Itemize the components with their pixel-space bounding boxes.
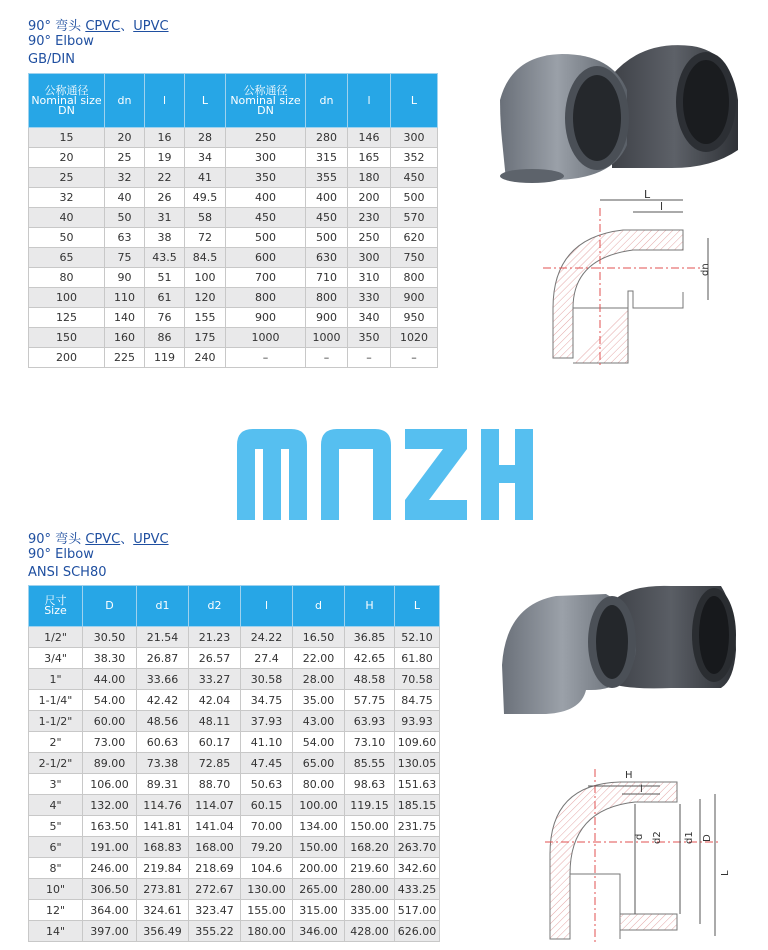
table-cell: 630 — [306, 248, 348, 268]
table-row — [29, 648, 440, 669]
table-cell: 60.15 — [241, 795, 293, 816]
table-row — [29, 753, 440, 774]
dim-label-D: D — [702, 834, 713, 842]
table-cell: 104.6 — [241, 858, 293, 879]
table-cell: 130.05 — [395, 753, 440, 774]
table-row — [29, 228, 438, 248]
table-cell: – — [391, 348, 438, 368]
table-cell: 356.49 — [137, 921, 189, 942]
table-cell: 44.00 — [83, 669, 137, 690]
title-separator: 、 — [120, 532, 134, 547]
table-cell: 200.00 — [293, 858, 345, 879]
table-cell: 50 — [105, 208, 145, 228]
table-cell: 37.93 — [241, 711, 293, 732]
column-header: L — [395, 586, 440, 627]
table-cell: 10" — [29, 879, 83, 900]
table-cell: 219.60 — [345, 858, 395, 879]
table-cell: 48.56 — [137, 711, 189, 732]
gb-din-spec-table — [28, 73, 438, 368]
section1-standard: GB/DIN — [28, 52, 75, 67]
table-cell: 88.70 — [189, 774, 241, 795]
gb-din-elbow-diagram — [538, 188, 718, 373]
table-cell: 517.00 — [395, 900, 440, 921]
table-cell: 155 — [185, 308, 226, 328]
ansi-elbow-diagram — [540, 764, 735, 944]
table-cell: 8" — [29, 858, 83, 879]
table-cell: 900 — [226, 308, 306, 328]
table-cell: 70.00 — [241, 816, 293, 837]
table-cell: 246.00 — [83, 858, 137, 879]
table-cell: 100 — [185, 268, 226, 288]
table-cell: 273.81 — [137, 879, 189, 900]
table-cell: 1000 — [306, 328, 348, 348]
section2-standard: ANSI SCH80 — [28, 565, 107, 580]
table-header-row — [29, 586, 440, 627]
table-row — [29, 732, 440, 753]
table-cell: 73.10 — [345, 732, 395, 753]
table-cell: 47.45 — [241, 753, 293, 774]
table-cell: 79.20 — [241, 837, 293, 858]
table-row — [29, 711, 440, 732]
table-cell: 25 — [105, 148, 145, 168]
table-cell: 300 — [391, 128, 438, 148]
table-cell: 27.4 — [241, 648, 293, 669]
section1-title-cn — [28, 19, 169, 34]
table-cell: 43.5 — [145, 248, 185, 268]
table-cell: 26 — [145, 188, 185, 208]
table-cell: 109.60 — [395, 732, 440, 753]
table-cell: 72 — [185, 228, 226, 248]
table-cell: 49.5 — [185, 188, 226, 208]
table-cell: 130.00 — [241, 879, 293, 900]
table-cell: 315 — [306, 148, 348, 168]
dim-label-d1: d1 — [684, 831, 695, 844]
table-cell: 800 — [391, 268, 438, 288]
table-cell: 750 — [391, 248, 438, 268]
table-cell: 86 — [145, 328, 185, 348]
column-header: d — [293, 586, 345, 627]
column-header: L — [185, 74, 226, 128]
table-cell: 22.00 — [293, 648, 345, 669]
table-row — [29, 900, 440, 921]
table-cell: 218.69 — [189, 858, 241, 879]
column-header: 公称通径 Nominal size DN — [226, 74, 306, 128]
table-cell: 84.5 — [185, 248, 226, 268]
table-cell: 2-1/2" — [29, 753, 83, 774]
table-cell: 500 — [226, 228, 306, 248]
table-row — [29, 774, 440, 795]
table-cell: 132.00 — [83, 795, 137, 816]
table-cell: 150.00 — [293, 837, 345, 858]
table-cell: 21.54 — [137, 627, 189, 648]
table-cell: 61 — [145, 288, 185, 308]
table-cell: 12" — [29, 900, 83, 921]
table-cell: 51 — [145, 268, 185, 288]
table-cell: 14" — [29, 921, 83, 942]
table-cell: 48.58 — [345, 669, 395, 690]
table-cell: 141.04 — [189, 816, 241, 837]
table-cell: 40 — [105, 188, 145, 208]
table-cell: 310 — [348, 268, 391, 288]
table-row — [29, 128, 438, 148]
table-cell: 1-1/2" — [29, 711, 83, 732]
table-cell: 600 — [226, 248, 306, 268]
table-cell: 400 — [226, 188, 306, 208]
table-cell: 364.00 — [83, 900, 137, 921]
title-separator: 、 — [120, 19, 134, 34]
table-cell: 48.11 — [189, 711, 241, 732]
table-cell: 34 — [185, 148, 226, 168]
table-cell: 54.00 — [293, 732, 345, 753]
table-cell: 125 — [29, 308, 105, 328]
table-cell: 119 — [145, 348, 185, 368]
column-header: l — [348, 74, 391, 128]
table-cell: 306.50 — [83, 879, 137, 900]
table-row — [29, 816, 440, 837]
table-cell: 180 — [348, 168, 391, 188]
column-header: H — [345, 586, 395, 627]
column-header: dn — [105, 74, 145, 128]
table-cell: 32 — [29, 188, 105, 208]
table-cell: 20 — [29, 148, 105, 168]
table-cell: 323.47 — [189, 900, 241, 921]
table-cell: 89.31 — [137, 774, 189, 795]
table-cell: 191.00 — [83, 837, 137, 858]
table-cell: 28.00 — [293, 669, 345, 690]
table-cell: 324.61 — [137, 900, 189, 921]
table-row — [29, 921, 440, 942]
table-cell: 397.00 — [83, 921, 137, 942]
table-cell: 20 — [105, 128, 145, 148]
table-cell: 450 — [391, 168, 438, 188]
table-row — [29, 690, 440, 711]
table-cell: 300 — [348, 248, 391, 268]
table-cell: 33.66 — [137, 669, 189, 690]
table-cell: 63.93 — [345, 711, 395, 732]
column-header: 公称通径 Nominal size DN — [29, 74, 105, 128]
table-row — [29, 669, 440, 690]
table-cell: 50 — [29, 228, 105, 248]
table-row — [29, 879, 440, 900]
table-cell: 80 — [29, 268, 105, 288]
table-cell: 342.60 — [395, 858, 440, 879]
table-cell: 450 — [306, 208, 348, 228]
table-cell: 110 — [105, 288, 145, 308]
table-row — [29, 208, 438, 228]
table-cell: 75 — [105, 248, 145, 268]
table-cell: 355.22 — [189, 921, 241, 942]
dim-label-L: L — [644, 188, 651, 201]
table-cell: 54.00 — [83, 690, 137, 711]
section1-title — [28, 19, 169, 67]
table-row — [29, 858, 440, 879]
table-cell: 450 — [226, 208, 306, 228]
table-cell: 16 — [145, 128, 185, 148]
table-cell: 15 — [29, 128, 105, 148]
table-cell: 626.00 — [395, 921, 440, 942]
table-cell: 355 — [306, 168, 348, 188]
table-cell: 710 — [306, 268, 348, 288]
table-cell: 28 — [185, 128, 226, 148]
column-header: D — [83, 586, 137, 627]
table-cell: – — [348, 348, 391, 368]
table-cell: 200 — [29, 348, 105, 368]
table-cell: 175 — [185, 328, 226, 348]
table-cell: 346.00 — [293, 921, 345, 942]
table-cell: 52.10 — [395, 627, 440, 648]
table-cell: 150.00 — [345, 816, 395, 837]
table-cell: 42.04 — [189, 690, 241, 711]
table-cell: 30.50 — [83, 627, 137, 648]
table-cell: 500 — [391, 188, 438, 208]
upvc-link[interactable]: UPVC — [133, 19, 169, 34]
table-cell: 263.70 — [395, 837, 440, 858]
title-cn-text: 90° 弯头 — [28, 532, 86, 547]
table-cell: 50.63 — [241, 774, 293, 795]
table-cell: – — [226, 348, 306, 368]
table-cell: 89.00 — [83, 753, 137, 774]
column-header: d1 — [137, 586, 189, 627]
table-cell: 250 — [226, 128, 306, 148]
table-cell: 1000 — [226, 328, 306, 348]
table-cell: 141.81 — [137, 816, 189, 837]
table-cell: 350 — [226, 168, 306, 188]
table-cell: 30.58 — [241, 669, 293, 690]
table-cell: 330 — [348, 288, 391, 308]
table-cell: 800 — [306, 288, 348, 308]
table-cell: 100 — [29, 288, 105, 308]
dim-label-dn: dn — [700, 263, 711, 276]
table-cell: 119.15 — [345, 795, 395, 816]
column-header: l — [145, 74, 185, 128]
table-cell: 120 — [185, 288, 226, 308]
table-cell: 73.00 — [83, 732, 137, 753]
table-cell: 280 — [306, 128, 348, 148]
title-cn-text: 90° 弯头 — [28, 19, 86, 34]
table-cell: 352 — [391, 148, 438, 168]
table-cell: 140 — [105, 308, 145, 328]
table-cell: 428.00 — [345, 921, 395, 942]
dim-label-L: L — [720, 870, 731, 876]
table-cell: 900 — [306, 308, 348, 328]
column-header: l — [241, 586, 293, 627]
table-row — [29, 148, 438, 168]
table-cell: 72.85 — [189, 753, 241, 774]
table-cell: 433.25 — [395, 879, 440, 900]
mnzh-logo — [237, 427, 533, 520]
table-row — [29, 328, 438, 348]
table-cell: 272.67 — [189, 879, 241, 900]
table-cell: 24.22 — [241, 627, 293, 648]
table-cell: 1" — [29, 669, 83, 690]
table-cell: 38 — [145, 228, 185, 248]
table-cell: 151.63 — [395, 774, 440, 795]
table-header-row — [29, 74, 438, 128]
table-cell: 60.17 — [189, 732, 241, 753]
table-cell: 335.00 — [345, 900, 395, 921]
table-row — [29, 308, 438, 328]
table-row — [29, 268, 438, 288]
table-cell: 1/2" — [29, 627, 83, 648]
table-cell: 300 — [226, 148, 306, 168]
table-cell: 340 — [348, 308, 391, 328]
table-row — [29, 188, 438, 208]
table-cell: 219.84 — [137, 858, 189, 879]
table-cell: 60.00 — [83, 711, 137, 732]
table-cell: 84.75 — [395, 690, 440, 711]
table-cell: 34.75 — [241, 690, 293, 711]
table-cell: 31 — [145, 208, 185, 228]
table-cell: 61.80 — [395, 648, 440, 669]
table-cell: 57.75 — [345, 690, 395, 711]
table-cell: 25 — [29, 168, 105, 188]
table-cell: 19 — [145, 148, 185, 168]
dim-label-H: H — [625, 770, 633, 781]
table-cell: 41.10 — [241, 732, 293, 753]
table-cell: 114.76 — [137, 795, 189, 816]
table-cell: 42.42 — [137, 690, 189, 711]
table-cell: 185.15 — [395, 795, 440, 816]
section1-title-en: 90° Elbow — [28, 34, 94, 49]
table-cell: 250 — [348, 228, 391, 248]
table-cell: 168.00 — [189, 837, 241, 858]
table-cell: 114.07 — [189, 795, 241, 816]
table-cell: 1-1/4" — [29, 690, 83, 711]
cpvc-link[interactable]: CPVC — [85, 532, 121, 547]
column-header: 尺寸 Size — [29, 586, 83, 627]
table-cell: 106.00 — [83, 774, 137, 795]
column-header: d2 — [189, 586, 241, 627]
table-cell: 168.83 — [137, 837, 189, 858]
dim-label-l: l — [660, 200, 664, 213]
table-cell: 146 — [348, 128, 391, 148]
table-cell: 160 — [105, 328, 145, 348]
table-cell: 4" — [29, 795, 83, 816]
table-cell: 35.00 — [293, 690, 345, 711]
gb-din-elbow-photo — [492, 40, 742, 190]
section2-title — [28, 532, 169, 580]
table-cell: 90 — [105, 268, 145, 288]
dim-label-d2: d2 — [652, 831, 663, 844]
dim-label-d: d — [634, 833, 645, 840]
table-cell: 80.00 — [293, 774, 345, 795]
table-cell: 165 — [348, 148, 391, 168]
table-cell: 570 — [391, 208, 438, 228]
table-cell: 155.00 — [241, 900, 293, 921]
table-cell: 168.20 — [345, 837, 395, 858]
table-cell: 2" — [29, 732, 83, 753]
table-cell: 93.93 — [395, 711, 440, 732]
table-cell: 6" — [29, 837, 83, 858]
section2-title-en: 90° Elbow — [28, 547, 94, 562]
table-row — [29, 627, 440, 648]
table-row — [29, 168, 438, 188]
table-cell: 40 — [29, 208, 105, 228]
table-cell: 150 — [29, 328, 105, 348]
table-cell: 100.00 — [293, 795, 345, 816]
table-cell: 60.63 — [137, 732, 189, 753]
table-cell: 3" — [29, 774, 83, 795]
table-cell: 225 — [105, 348, 145, 368]
table-cell: 76 — [145, 308, 185, 328]
table-cell: 231.75 — [395, 816, 440, 837]
table-cell: 33.27 — [189, 669, 241, 690]
table-cell: 240 — [185, 348, 226, 368]
table-cell: 315.00 — [293, 900, 345, 921]
table-cell: 70.58 — [395, 669, 440, 690]
table-cell: 22 — [145, 168, 185, 188]
table-row — [29, 248, 438, 268]
table-cell: 280.00 — [345, 879, 395, 900]
table-cell: 73.38 — [137, 753, 189, 774]
table-cell: 400 — [306, 188, 348, 208]
table-cell: 350 — [348, 328, 391, 348]
table-cell: 265.00 — [293, 879, 345, 900]
table-cell: 180.00 — [241, 921, 293, 942]
table-cell: 900 — [391, 288, 438, 308]
ansi-sch80-spec-table — [28, 585, 440, 942]
table-cell: 800 — [226, 288, 306, 308]
table-cell: 200 — [348, 188, 391, 208]
table-cell: 65 — [29, 248, 105, 268]
upvc-link[interactable]: UPVC — [133, 532, 169, 547]
table-cell: 85.55 — [345, 753, 395, 774]
table-cell: 38.30 — [83, 648, 137, 669]
table-cell: 16.50 — [293, 627, 345, 648]
table-cell: 65.00 — [293, 753, 345, 774]
table-cell: 620 — [391, 228, 438, 248]
table-cell: 230 — [348, 208, 391, 228]
table-cell: 41 — [185, 168, 226, 188]
table-cell: 58 — [185, 208, 226, 228]
column-header: dn — [306, 74, 348, 128]
table-cell: 5" — [29, 816, 83, 837]
table-row — [29, 288, 438, 308]
table-cell: 500 — [306, 228, 348, 248]
table-cell: 63 — [105, 228, 145, 248]
table-cell: 950 — [391, 308, 438, 328]
table-cell: 98.63 — [345, 774, 395, 795]
table-cell: 26.87 — [137, 648, 189, 669]
table-cell: 1020 — [391, 328, 438, 348]
table-cell: 3/4" — [29, 648, 83, 669]
table-cell: – — [306, 348, 348, 368]
table-row — [29, 795, 440, 816]
cpvc-link[interactable]: CPVC — [85, 19, 121, 34]
table-cell: 700 — [226, 268, 306, 288]
table-cell: 21.23 — [189, 627, 241, 648]
table-cell: 42.65 — [345, 648, 395, 669]
table-row — [29, 837, 440, 858]
table-cell: 163.50 — [83, 816, 137, 837]
table-cell: 36.85 — [345, 627, 395, 648]
table-row — [29, 348, 438, 368]
column-header: L — [391, 74, 438, 128]
table-cell: 32 — [105, 168, 145, 188]
table-cell: 26.57 — [189, 648, 241, 669]
dim-label-l: l — [640, 784, 643, 795]
table-cell: 43.00 — [293, 711, 345, 732]
table-cell: 134.00 — [293, 816, 345, 837]
section2-title-cn — [28, 532, 169, 547]
ansi-elbow-photo — [496, 580, 741, 720]
